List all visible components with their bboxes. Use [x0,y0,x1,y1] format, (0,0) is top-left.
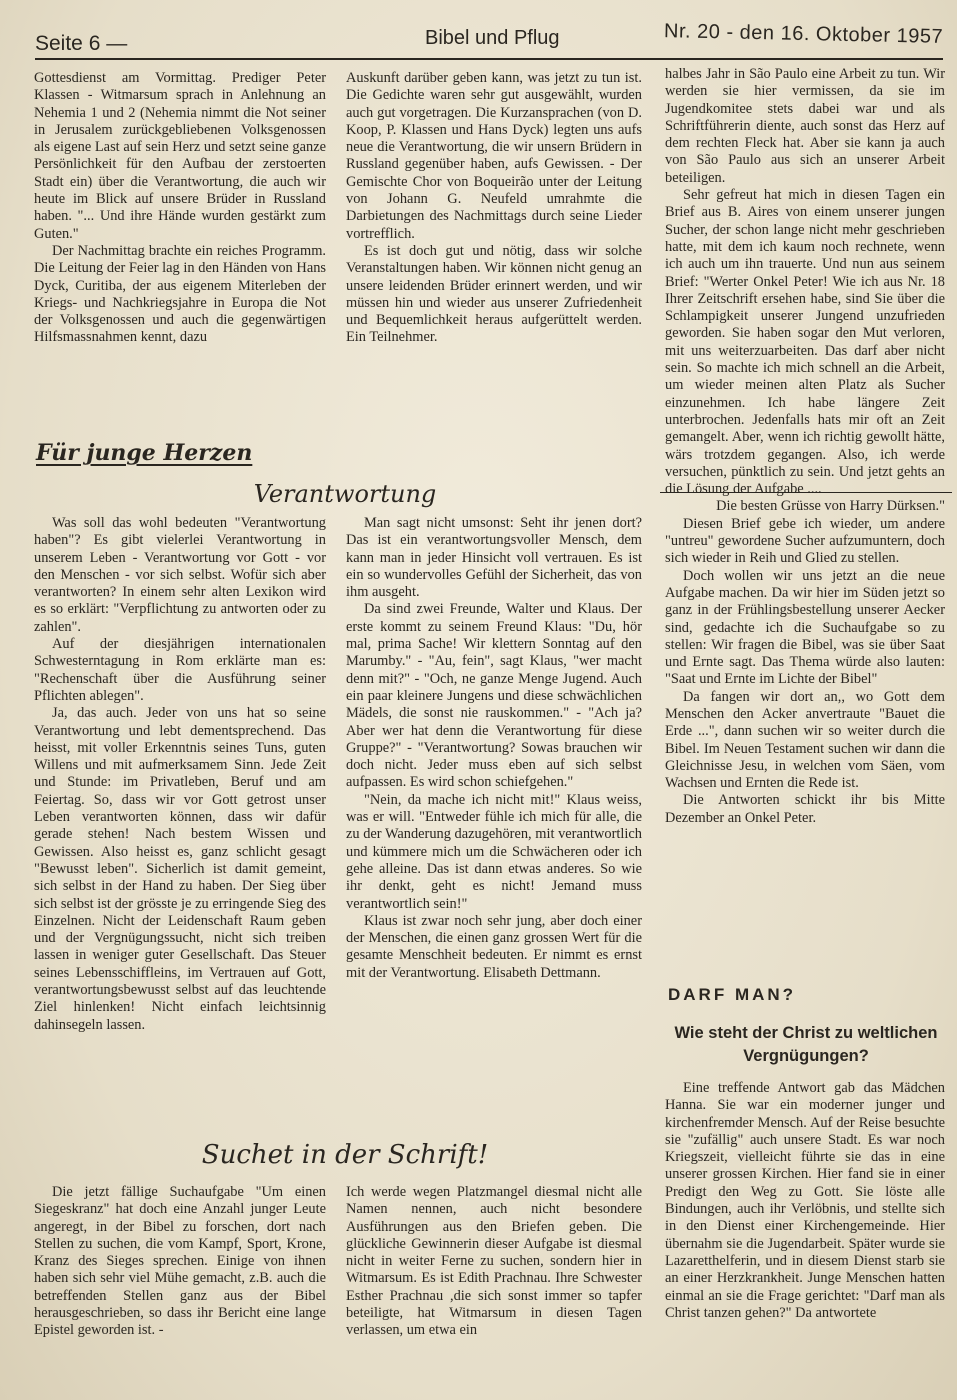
article-title-suchet: Suchet in der Schrift! [201,1140,489,1170]
kicker-darf-man: DARF MAN? [668,985,797,1004]
top-article-col1 [34,70,326,347]
paragraph: Auf der diesjährigen internationalen Schwesterntagung in Rom erklärte man es: "Rechenschaft über die Ausführung seiner Pflichten ablegen". [34,636,326,704]
verantwortung-col2 [346,515,642,982]
paragraph: Eine treffende Antwort gab das Mädchen Hanna. Sie war ein moderner junger und kirchenfremder Mensch. Auf der Reise besuchte sie "zufällig" auch unsere Stadt. Es war noch Kriegszeit, vielleicht führte sie das in eine unserer grossen Kirchen. Hier fand sie in einer Predigt den Weg zu Gott. Sie löste alle Bindungen, auch ihr Verlöbnis, und stellte sich in den Dienst einer Kirchengemeinde. Hier übernahm sie die Jugendarbeit. Später wurde sie Lazaretthelferin, und in diesem Dienst starb sie an einer Herzkrankheit. Junge Menschen hatten einmal an sie die Frage gerichtet: "Darf man als Christ tanzen gehen?" Da antwortete [665,1080,945,1321]
paragraph: Gottesdienst am Vormittag. Prediger Peter Klassen - Witmarsum sprach in Anlehnung an Nehemia 1 und 2 (Nehemia nimmt die Not seiner in Jerusalem zurückgebliebenen Volksgenossen als eigene Last auf sein Herz und setzt seine ganze Persönlichkeit für den Aufbau der zerstoerten Stadt ein) über die Verantwortung, die auch wir heute im Blick auf unsere Brüder in Russland haben. "... Und ihre Hände wurden gestärkt zum Guten." [34,70,326,242]
paragraph: Da fangen wir dort an,, wo Gott dem Menschen den Acker anvertraute "Bauet die Erde ...", dann suchen wir so weiter durch die Bibel. Im Neuen Testament suchen wir dann die Gleichnisse Jesu, in welchen vom Säen, vom Wachsen und Ernten die Rede ist. [665,688,945,792]
issue-date: Nr. 20 - den 16. Oktober 1957 [663,20,944,48]
paragraph: Man sagt nicht umsonst: Seht ihr jenen dort? Das ist ein verantwortungsvoller Mensch, dem kann man in jeder Hinsicht voll vertrauen. Es ist ein so wundervolles Gefühl der Sicherheit, das von ihm ausgeht. [346,515,642,601]
darf-man-body [665,1080,945,1322]
paragraph: Die jetzt fällige Suchaufgabe "Um einen Siegeskranz" hat doch eine Anzahl junger Leute angeregt, in der Bibel zu forschen, dort nach Stellen zu suchen, die vom Kampf, Sport, Krone, Kranz des Sieges sprechen. Einige von ihnen haben sich sehr viel Mühe gemacht, z.B. auch die betreffenden Stellen ganz aus der Bibel herausgeschrieben, so dass ihr Bericht eine lange Epistel geworden ist. - [34,1184,326,1339]
paragraph: Doch wollen wir uns jetzt an die neue Aufgabe machen. Da wir hier im Süden jetzt so ganz in der Frühlingsbestellung unserer Aecker sind, gedachte ich die Suchaufgabe so zu stellen: Wir fragen die Bibel, was sie über Saat und Ernte sagt. Das Thema würde also lauten: "Saat und Ernte im Lichte der Bibel" [665,567,945,688]
suchet-col2 [346,1184,642,1340]
verantwortung-col1 [34,515,326,1034]
page-number: Seite 6 — [35,32,128,55]
right-column-article [665,66,945,827]
article-title-vergnuegungen: Wie steht der Christ zu weltlichen Vergnügungen? [674,1024,938,1065]
paragraph: Ich werde wegen Platzmangel diesmal nicht alle Namen nennen, auch nicht besondere Ausführungen aus den Briefen geben. Die glückliche Gewinnerin dieser Aufgabe ist diesmal nicht in weiter Ferne zu suchen, sondern hier in Witmarsum. Es ist Edith Prachnau. Ihre Schwester Esther Prachnau ,die sich sonst immer so tapfer beteiligte, hat Witmarsum in diesen Tagen verlassen, um etwa ein [346,1184,642,1339]
top-article-col2 [346,70,642,347]
paragraph: Da sind zwei Freunde, Walter und Klaus. Der erste kommt zu seinem Freund Klaus: "Du, hör mal, prima Sache! Wir klettern Sonntag auf den Marumby." - "Au, fein", sagt Klaus, "wer macht denn mit?" - "Och, ne ganze Menge Jugend. Auch ein paar kleinere Jungens und diese schwächlichen Mädels, die sonst nie rauskommen." - "Ach ja? Aber wer hat denn die Verantwortung für diese Gruppe?" - "Verantwortung? Sowas brauchen wir doch nicht. Jeder muss eben auf sich selbst aufpassen. Es wird schon schiefgehen." [346,601,642,791]
paragraph: Ja, das auch. Jeder von uns hat so seine Verantwortung und lebt dementsprechend. Das heisst, mit voller Erkenntnis seines Tuns, guten Willens und mit aufmerksamem Sinn. Jede Zeit und Stunde: im Privatleben, Beruf und am Feiertag. So, dass wir vor Gott getrost unser Leben verantworten können, dass wir dafür gerade stehen! Nach bestem Wissen und Gewissen. Also heisst es, ganz schlicht gesagt "Bewusst leben". Sicherlich ist damit gemeint, sich selbst in der Hand zu haben. Der Sieg über sich selbst ist der grösste je zu erringende Sieg des Einzelnen. Nicht der Leidenschaft Raum geben und der Vergnügungssucht, nicht sich treiben lassen in weniger guter Gesellschaft. Das Steuer seines Lebensschiffleins, im Vertrauen auf Gott, verantwortungsbewusst selbst auf das leuchtende Ziel hinlenken! Nicht einfach leichtsinnig dahinsegeln lassen. [34,705,326,1033]
paragraph: Was soll das wohl bedeuten "Verantwortung haben"? Es gibt vielerlei Verantwortung in unserem Leben - Verantwortung vor Gott - vor den Menschen - vor sich selbst. Wofür sich aber verantworten? In einem sehr alten Lexikon wird es so erklärt: "Verpflichtung zu antworten oder zu zahlen". [34,515,326,635]
paragraph: Der Nachmittag brachte ein reiches Programm. Die Leitung der Feier lag in den Händen von Hans Dyck, Curitiba, der aus eigenem Miterleben der Kriegs- und Nachkriegsjahre in Europa die Not der Volksgenossen und auch die gegenwärtigen Hilfsmassnahmen kennt, dazu [34,242,326,346]
article-title-verantwortung: Verantwortung [253,480,437,508]
paragraph: Sehr gefreut hat mich in diesen Tagen ein Brief aus B. Aires von einem unserer jungen Sucher, der schon lange nicht mehr geschrieben hatte, mit dem ich kaum noch rechnete, wenn ich auch um ihn trauerte. Und nun aus seinem Brief: "Werter Onkel Peter! Wie ich aus Nr. 18 Ihrer Zeitschrift ersehen habe, sind Sie über die Schlampigkeit unserer Jungend unzufrieden geworden. Sie haben sogar den Mut verloren, mit uns weiterzuarbeiten. Das darf aber nicht sein. So machte ich mich schnell an die Arbeit, um wieder meinen alten Platz als Sucher einzunehmen. Ich habe längere Zeit unterbrochen. Jedenfalls hats mir oft an Zeit gemangelt. Aber, wenn ich richtig gewollt hätte, wärs trotzdem gegangen. Also, ich werde versuchen, pünktlich zu sein. Und jetzt gehts an die Lösung der Aufgabe .... [665,187,945,498]
paragraph: Die Antworten schickt ihr bis Mitte Dezember an Onkel Peter. [665,792,945,826]
section-divider [660,492,952,493]
page-header [35,18,943,60]
section-heading-junge-herzen: Für junge Herzen [36,440,253,466]
magazine-title: Bibel und Pflug [425,27,560,49]
paragraph: Auskunft darüber geben kann, was jetzt zu tun ist. Die Gedichte waren sehr gut ausgewählt, wurden auch gut vorgetragen. Die Kurzansprachen (von D. Koop, P. Klassen und Hans Dyck) legten uns aufs neue die Verantwortung, die wir unsern Brüdern in Russland gegenüber haben, aufs Gewissen. - Der Gemischte Chor von Boqueirão unter der Leitung von Johann G. Neufeld umrahmte die Darbietungen des Nachmittags durch seine Lieder vortrefflich. [346,70,642,242]
letter-signature: Die besten Grüsse von Harry Dürksen." [716,498,945,515]
paragraph: halbes Jahr in São Paulo eine Arbeit zu tun. Wir werden sie hier vermissen, da sie im Jugendkomitee stets dabei war und als Schriftführerin diente, auch sonst das Herz auf dem rechten Fleck hat. Aber sie kann ja auch von São Paulo aus sich an unserer Arbeit beteiligen. [665,66,945,186]
suchet-col1 [34,1184,326,1340]
paragraph: "Nein, da mache ich nicht mit!" Klaus weiss, was er will. "Entweder fühle ich mich für alle, die zu der Wanderung dazugehören, mit verantwortlich und kümmere mich um die Schwächeren oder ich gehe alleine. Das ist dann etwas anderes. So wie ihr denkt, geht es nicht! Jemand muss verantwortlich sein!" [346,791,642,912]
paragraph: Klaus ist zwar noch sehr jung, aber doch einer der Menschen, die einen ganz grossen Wert für die gesamte Menschheit bedeuten. Er nimmt es ernst mit der Verantwortung. Elisabeth Dettmann. [346,912,642,981]
paragraph: Diesen Brief gebe ich wieder, um andere "untreu" gewordene Sucher aufzumuntern, doch sich wieder in Reih und Glied zu stellen. [665,515,945,567]
paragraph: Es ist doch gut und nötig, dass wir solche Veranstaltungen haben. Wir können nicht genug an unsere leidenden Brüder erinnert werden, und wir müssen hin und wieder aus unserer Zufriedenheit und Bequemlichkeit heraus aufgerüttelt werden. Ein Teilnehmer. [346,242,642,346]
